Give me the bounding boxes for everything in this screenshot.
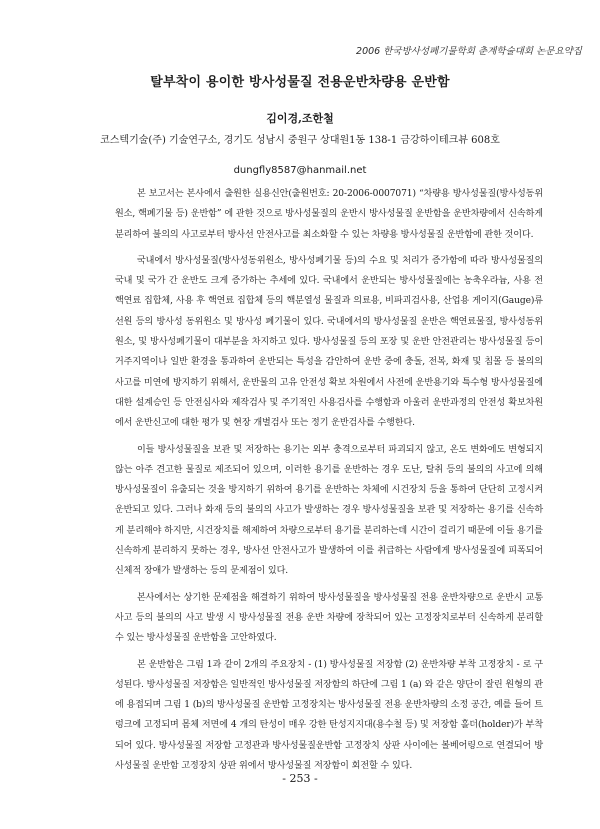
page-number: - 253 - (282, 772, 318, 785)
running-header: 2006 한국방사성폐기물학회 춘계학술대회 논문요약집 (356, 46, 582, 57)
affiliation: 코스텍기술(주) 기술연구소, 경기도 성남시 중원구 상대원1동 138-1 금강하이테크뷰 608호 (100, 135, 500, 146)
email-address: dungfly8587@hanmail.net (233, 165, 367, 176)
paragraph-problem: 이들 방사성물질을 보관 및 저장하는 용기는 외부 충격으로부터 파괴되지 않고, 온도 변화에도 변형되지 않는 아주 견고한 물질로 제조되어 있으며, 이러한 용기를 운반하는 경우 도난, 탈취 등의 불의의 사고에 의해 방사성물질이 유출되는 것을 방지하기 위하여 용기를 운반하는 차체에 시건장치 등을 통하여 단단히 고정시켜 운반되고 있다. 그러나 화재 등의 불의의 사고가 발생하는 경우 방사성물질을 보관 및 저장하는 용기를 신속하게 분리해야 하지만, 시건장치를 해제하여 차량으로부터 용기를 분리하는데 시간이 걸리기 때문에 이들 용기를 신속하게 분리하지 못하는 경우, 방사선 안전사고가 발생하여 이를 취급하는 사람에게 방사성물질에 피폭되어 신체적 장애가 발생하는 등의 문제점이 있다. (115, 444, 543, 577)
paragraph-solution: 본사에서는 상기한 문제점을 해결하기 위하여 방사성물질을 방사성물질 전용 운반차량으로 운반시 교통사고 등의 불의의 사고 발생 시 방사성물질 전용 운반 차량에 장착되어 있는 고정장치로부터 신속하게 분리할 수 있는 방사성물질 운반함을 고안하였다. (115, 592, 543, 644)
paragraph-background: 국내에서 방사성물질(방사성동위원소, 방사성폐기물 등)의 수요 및 처리가 증가함에 따라 방사성물질의 국내 및 국가 간 운반도 크게 증가하는 추세에 있다. 국내에서 운반되는 방사성물질에는 농축우라늄, 사용 전 핵연료 집합체, 사용 후 핵연료 집합체 등의 핵분열성 물질과 의료용, 비파괴검사용, 산업용 게이지(Gauge)류 선원 등의 방사성 동위원소 및 방사성 폐기물이 있다. 국내에서의 방사성물질 운반은 핵연료물질, 방사성동위원소, 및 방사성폐기물이 대부분을 차지하고 있다. 방사성물질 등의 포장 및 운반 안전관리는 방사성물질 등이 거주지역이나 일반 환경을 통과하여 운반되는 특성을 감안하여 운반 중에 충돌, 전복, 화재 및 침몰 등 불의의 사고를 미연에 방지하기 위해서, 운반물의 고유 안전성 확보 차원에서 사전에 운반용기와 특수형 방사성물질에 대한 설계승인 등 안전심사와 제작검사 및 주기적인 사용검사를 수행함과 아울러 운반과정의 안전성 확보차원에서 운반신고에 대한 평가 및 현장 개별검사 또는 정기 운반검사를 수행한다. (115, 255, 543, 429)
body-text (115, 184, 543, 782)
paragraph-intro: 본 보고서는 본사에서 출원한 실용신안(출원번호: 20-2006-0007071) “차량용 방사성물질(방사성동위원소, 핵폐기물 등) 운반함” 에 관한 것으로 방사성물질의 운반시 방사성물질 운반함을 운반차량에서 신속하게 분리하여 불의의 사고로부터 방사선 안전사고를 최소화할 수 있는 차량용 방사성물질 운반함에 관한 것이다. (115, 189, 543, 240)
paragraph-structure: 본 운반함은 그림 1과 같이 2개의 주요장치 - (1) 방사성물질 저장함 (2) 운반차량 부착 고정장치 - 로 구성된다. 방사성물질 저장함은 일반적인 방사성물질 저장함의 하단에 그림 1 (a) 와 같은 양단이 잘린 원형의 관에 용접되며 그림 1 (b)의 방사성물질 운반함 고정장치는 방사성물질 전용 운반차량의 소정 공간, 예를 들어 트렁크에 고정되며 몸체 저면에 4 개의 탄성이 매우 강한 탄성지지대(용수철 등) 및 저장함 홀더(holder)가 부착되어 있다. 방사성물질 저장함 고정관과 방사성물질운반함 고정장치 상판 사이에는 볼베어링으로 연결되어 방사성물질 운반함 고정장치 상판 위에서 방사성물질 저장함이 회전할 수 있다. (115, 659, 543, 772)
paper-title: 탈부착이 용이한 방사성물질 전용운반차량용 운반함 (150, 75, 450, 90)
authors: 김이경,조한철 (266, 112, 334, 125)
